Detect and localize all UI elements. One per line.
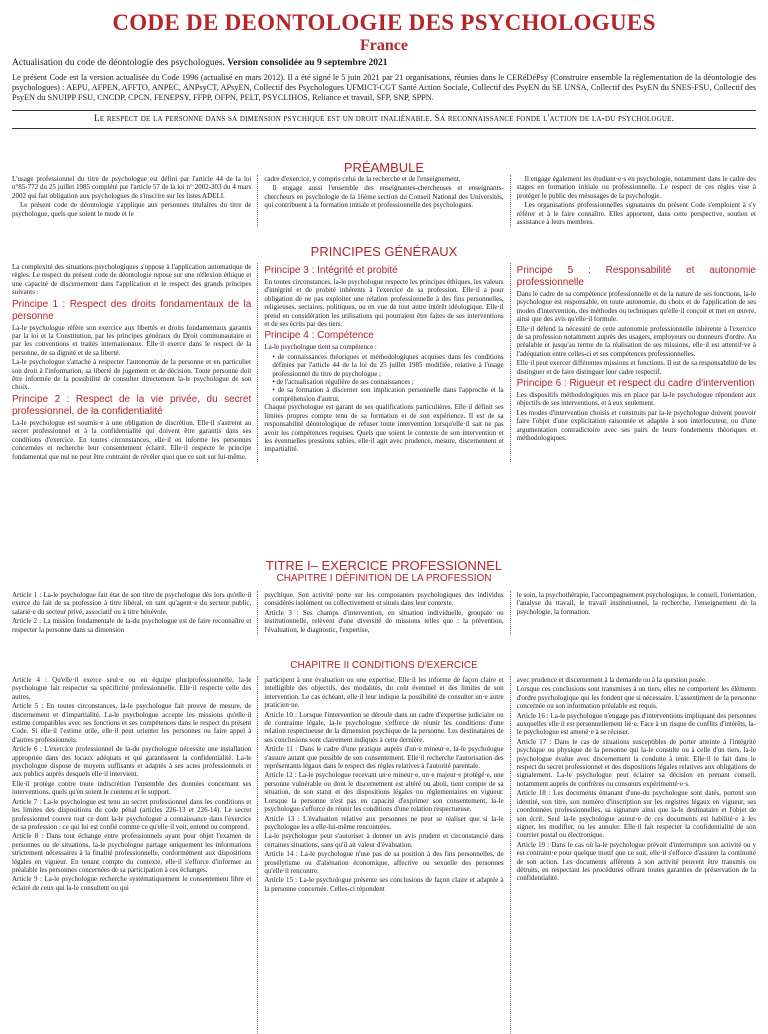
- paragraph: avec prudence et discernement à la demande ou à la question posée.: [516, 676, 707, 684]
- update-line: [12, 58, 756, 69]
- update-prefix: Actualisation du code de déontologie des psychologues.: [12, 58, 228, 68]
- paragraph: Article 7 : La-le psychologue est tenu au secret professionnel dans les conditions et les limites des dispositions du code pénal (articles 226-13 et 226-14). Le secret professionnel couvre tout ce dont la-le psychologue a connaissance dans l'exercice de sa profession : ce qui lui est confié comme ce qu'elle·il voit, entend ou comprend.: [12, 797, 252, 831]
- paragraph: cadre d'exercice, y compris celui de la recherche et de l'enseignement.: [264, 175, 461, 183]
- principle-5-title: Principe 5 : Responsabilité et autonomie professionnelle: [516, 265, 756, 288]
- paragraph: Article 12 : La-le psychologue recevant un·e mineur·e, un·e majeur·e protégé·e, une personne vulnérable ou dont le discernement est altéré ou aboli, tient compte de sa situation, de son statut et des dispositions légales ou réglementaires en vigueur. Lorsque la personne n'est pas en capacité d'exprimer son consentement, la-le psychologue s'efforce de réunir les conditions d'une relation respectueuse.: [264, 771, 504, 814]
- paragraph: L'usage professionnel du titre de psychologue est défini par l'article 44 de la loi n°85-772 du 25 juillet 1985 complété par l'article 57 de la loi n° 2002-303 du 4 mars 2002 qui fait obligation aux psychologues de s'inscrire sur les listes ADELI.: [12, 175, 252, 200]
- paragraph: Article 18 : Les documents émanant d'une-du psychologue sont datés, portent son identité, son titre, son numéro d'inscription sur les registres légaux en vigueur, ses coordonnées professionnelles, sa signature ainsi que la-le destinataire et l'objet de son écrit. Seul la-le psychologue auteur·e de ces documents est habilité·e à les signer, les modifier, ou les annuler. Elle·il fait respecter la confidentialité de son courrier postal ou électronique.: [516, 789, 756, 840]
- preambule-section: [12, 160, 756, 227]
- paragraph: Elle·il défend la nécessité de cette autonomie professionnelle inhérente à l'exercice de sa profession notamment auprès des usagers, employeurs ou donneurs d'ordre. Au préalable et jusqu'au terme de la réalisation de ses missions, elle·il est attentif·ve à l'adéquation entre celles-ci et ses compétences professionnelles.: [516, 324, 756, 358]
- intro-paragraph: Le présent Code est la version actualisée du Code 1996 (actualisé en mars 2012). Il a été signé le 5 juin 2021 par 21 organisations, réunies dans le CERéDéPsy (Construire ensemble la réglementation de la déontologie des psychologues) : AEPU, AFPEN, AFFTO, ANPEC, ANPsyCT, APsyEN, Collectif des Psychologues UFMICT-CGT Santé Action Sociale, Collectif des PsyEN du SE UNSA, Collectif des PsyEN du SNES-FSU, Collectif des PsyEN du SNUIPP FSU, CNCDP, CPCN, FENEPSY, FFPP, OFPN, PELT, PSYCLIHOS, Reliance et travail, SFP, SNP, SPPN.: [12, 73, 756, 102]
- document-title: CODE DE DEONTOLOGIE DES PSYCHOLOGUES: [112, 10, 656, 35]
- chapter-2-section: [12, 660, 756, 1034]
- titre-1-section: [12, 558, 756, 635]
- paragraph: Les organisations professionnelles signataires du présent Code s'emploient à s'y référer et à le faire connaître. Elles apportent, dans cette perspective, soutien et assistance à leurs membres.: [516, 201, 756, 227]
- principle-1-title: Principe 1 : Respect des droits fondamentaux de la personne: [12, 298, 252, 322]
- principle-2-title: Principe 2 : Respect de la vie privée, du secret professionnel, de la confidentialité: [12, 393, 252, 417]
- titre-1-title: TITRE I– EXERCICE PROFESSIONNEL: [265, 558, 503, 573]
- paragraph: Il engage également les étudiant·e·s en psychologie, notamment dans le cadre des stages en formation initiale ou professionnelle. Le respect de ces règles vise à protéger le public des mésusages de la psychologie.: [516, 175, 756, 200]
- competence-list: [264, 353, 503, 403]
- paragraph: Chaque psychologue est garant de ses qualifications particulières. Elle·il définit ses limites propres compte tenu de sa formation et de son expérience. Il est de sa responsabilité déontologique de refuser toute intervention lorsqu'elle·il sait ne pas avoir les compétences requises. Quels que soient le contexte de son intervention et les éventuelles pressions subies, elle·il agit avec prudence, mesure, discernement et impartialité.: [264, 403, 504, 454]
- paragraph: Article 13 : L'évaluation relative aux personnes ne peut se réaliser que si la-le psychologue les a elle-lui-même rencontrées.: [264, 814, 504, 831]
- chapter-2-title: CHAPITRE II CONDITIONS D'EXERCICE: [290, 660, 478, 671]
- preambule-title: PRÉAMBULE: [343, 160, 425, 175]
- paragraph: Article 8 : Dans tout échange entre professionnels ayant pour objet l'examen de personnes ou de situations, la-le psychologue partage uniquement les informations strictement nécessaires à la finalité professionnelle, conformément aux dispositions légales en vigueur. En tenant compte du contexte, elle·il s'efforce d'informer au préalable les personnes concernées de sa participation à ces échanges.: [12, 832, 252, 874]
- paragraph: Article 3 : Ses champs d'intervention, en situation individuelle, groupale ou institutionnelle, relèvent d'une diversité de missions telles que : la prévention, l'évaluation, le diagnostic, l'expertise,: [264, 608, 504, 634]
- chapter-1-col-1: [12, 591, 251, 635]
- paragraph: Article 15 : La-le psychologue présente ses conclusions de façon claire et adaptée à la personne concernée. Celles-ci répondent: [264, 876, 504, 893]
- paragraph: le soin, la psychothérapie, l'accompagnement psychologique, le conseil, l'orientation, l'analyse du travail, le travail institutionnel, la recherche, l'enseignement de la psychologie, la formation.: [516, 591, 756, 616]
- paragraph: Article 9 : La-le psychologue recherche systématiquement le consentement libre et éclairé de ceux qui la-le consultent ou qui: [12, 875, 252, 892]
- paragraph: La complexité des situations psychologiques s'oppose à l'application automatique de règles. Le respect du présent code de déontologie repose sur une réflexion éthique et une capacité de discernement dans l'application et le respect des grands principes suivants :: [12, 263, 252, 297]
- principes-col-3: [510, 263, 756, 462]
- list-item: • de connaissances théoriques et méthodologiques acquises dans les conditions définies par l'article 44 de la loi du 25 juillet 1985 modifiée, relative à l'usage professionnel du titre de psychologue ;: [272, 353, 503, 378]
- principes-col-2: [257, 263, 503, 462]
- paragraph: La-le psychologue est soumis·e à une obligation de discrétion. Elle·il s'astreint au secret professionnel et à la confidentialité qui doivent être garantis dans ses conditions d'exercice. En toutes circonstances, elle·il en informe les personnes concernées et recherche leur consentement éclairé. Elle·il respecte le principe fondamental que nul ne peut être contraint de révéler quoi que ce soit sur lui-même.: [12, 418, 252, 461]
- paragraph: participent à une évaluation ou une expertise. Elle·il les informe de façon claire et intelligible des objectifs, des modalités, du coût éventuel et des limites de son intervention. Le cas échéant, elle·il leur indique la possibilité de consulter un·e autre praticien·ne.: [264, 676, 504, 710]
- chapter-1-col-2: [257, 591, 503, 635]
- chapter-2-col-1: [12, 676, 251, 1034]
- paragraph: psychique. Son activité porte sur les composantes psychologiques des individus considérés isolément ou collectivement et situés dans leur contexte.: [264, 591, 504, 608]
- paragraph: Il engage aussi l'ensemble des enseignantes-chercheuses et enseignants-chercheurs en psychologie de la 16ème section du Conseil National des Universités, qui contribuent à la formation initiale et professionnelle des psychologues.: [264, 184, 504, 210]
- principle-4-title: Principe 4 : Compétence: [264, 330, 374, 342]
- chapter-1-col-3: [510, 591, 756, 635]
- paragraph: Les dispositifs méthodologiques mis en place par la-le psychologue répondent aux objectifs de ses interventions, et à eux seulement.: [516, 391, 756, 408]
- paragraph: Article 10 : Lorsque l'intervention se déroule dans un cadre d'expertise judiciaire ou de contrainte légale, la-le psychologue s'efforce de réunir les conditions d'une relation respectueuse de la dimension psychique de la personne. Les destinataires de ses conclusions sont clairement indiqués à cette dernière.: [264, 710, 504, 744]
- paragraph: Article 1 : La-le psychologue fait état de son titre de psychologue dès lors qu'elle·il exerce du fait de sa profession à titre libéral, en tant qu'agent·e du secteur public, salarié·e du secteur privé, associatif ou à titre bénévole.: [12, 591, 252, 616]
- preambule-col-2: [257, 175, 503, 227]
- paragraph: La-le psychologue s'attache à respecter l'autonomie de la personne et en particulier son droit à l'information, sa liberté de jugement et de décision. Toute personne doit être informée de la possibilité de consulter directement la-le psychologue de son choix.: [12, 358, 252, 392]
- paragraph: Article 14 : La-le psychologue n'use pas de sa position à des fins personnelles, de prosélytisme ou d'aliénation économique, affective ou sexuelle des personnes qu'elle·il rencontre.: [264, 850, 504, 875]
- paragraph: La-le psychologue peut s'autoriser à donner un avis prudent et circonstancié dans certaines situations, sans qu'il ait valeur d'évaluation.: [264, 832, 504, 849]
- principle-6-title: Principe 6 : Rigueur et respect du cadre d'intervention: [516, 378, 755, 390]
- principes-section: [12, 244, 756, 462]
- paragraph: Les modes d'intervention choisis et construits par la-le psychologue doivent pouvoir faire l'objet d'une explicitation raisonnée et adaptée à son interlocuteur, ou d'une argumentation contradictoire avec ses pairs de leurs fondements théoriques et méthodologiques.: [516, 408, 756, 443]
- principes-title: PRINCIPES GÉNÉRAUX: [310, 244, 458, 259]
- principle-3-title: Principe 3 : Intégrité et probité: [264, 265, 398, 276]
- paragraph: Elle·il peut exercer différentes missions et fonctions. Il est de sa responsabilité de les distinguer et de faire distinguer leur cadre respectif.: [516, 359, 756, 376]
- document-subtitle: France: [360, 37, 408, 54]
- principes-col-1: [12, 263, 251, 462]
- paragraph: Article 17 : Dans le cas de situations susceptibles de porter atteinte à l'intégrité psychique ou physique de la personne qui la-le consulte ou à celle d'un tiers, la-le psychologue évalue avec discernement la conduite à tenir. Elle·il le fait dans le respect du secret professionnel et des dispositions légales relatives aux obligations de signalement. La-le psychologue peut éclairer sa décision en prenant conseil, notamment auprès de confrères ou consœurs expérimenté·e·s.: [516, 737, 756, 788]
- paragraph: Article 4 : Qu'elle·il exerce seul·e ou en équipe pluriprofessionnelle, la-le psychologue fait respecter sa spécificité professionnelle. Elle·il respecte celle des autres.: [12, 676, 252, 701]
- paragraph: Le présent code de déontologie s'applique aux personnes titulaires du titre de psychologue, quels que soient le mode et le: [12, 201, 252, 218]
- document-page: [0, 10, 768, 1034]
- chapter-2-col-3: [510, 676, 756, 1034]
- paragraph: Article 5 : En toutes circonstances, la-le psychologue fait preuve de mesure, de discernement et d'impartialité. La-le psychologue accepte les missions qu'elle·il estime compatibles avec ses fonctions et ses compétences dans le respect du présent Code. Si elle·il l'estime utile, elle·il peut orienter les personnes ou faire appel à d'autres professionnels.: [12, 702, 252, 744]
- update-version: Version consolidée au 9 septembre 2021: [227, 58, 388, 68]
- preambule-col-1: [12, 175, 251, 227]
- preambule-col-3: [510, 175, 756, 227]
- paragraph: Lorsque ces conclusions sont transmises à un tiers, elles ne comportent les éléments d'ordre psychologique qui les fondent que si nécessaire. L'assentiment de la personne concernée ou son information préalable est requis.: [516, 685, 756, 711]
- paragraph: En toutes circonstances, la-le psychologue respecte les principes éthiques, les valeurs d'intégrité et de probité inhérents à l'exercice de sa profession. Elle·il a pour obligation de ne pas exploiter une relation professionnelle à des fins personnelles, religieuses, sectaires, politiques, ou en vue de tout autre intérêt idéologique. Elle·il prend en considération les utilisations qui pourraient être faites de ses interventions et de ses écrits par des tiers.: [264, 278, 504, 329]
- paragraph: Dans le cadre de sa compétence professionnelle et de la nature de ses fonctions, la-le psychologue est responsable, en toute autonomie, du choix et de l'application de ses modes d'intervention, des méthodes ou techniques qu'elle·il conçoit et met en œuvre, ainsi que des avis qu'elle·il formule.: [516, 290, 756, 324]
- chapter-2-col-2: [257, 676, 503, 1034]
- paragraph: Article 16 : La-le psychologue n'engage pas d'interventions impliquant des personnes auxquelles elle·il est personnellement lié·e. Face à un risque de conflits d'intérêts, la-le psychologue est amené·e à se récuser.: [516, 711, 756, 737]
- list-item: • de l'actualisation régulière de ses connaissances ;: [272, 378, 503, 386]
- principle-banner: Le respect de la personne dans sa dimension psychique est un droit inaliénable. Sa reconnaissance fonde l'action de la-du psychologue.: [12, 110, 756, 129]
- paragraph: Article 2 : La mission fondamentale de la-du psychologue est de faire reconnaître et respecter la personne dans sa dimension: [12, 617, 252, 634]
- paragraph: La-le psychologue tient sa compétence :: [264, 343, 377, 352]
- paragraph: Elle·il protège contre toute indiscrétion l'ensemble des données concernant ses interventions, quels qu'en soient le contenu et le support.: [12, 779, 252, 797]
- paragraph: La-le psychologue réfère son exercice aux libertés et droits fondamentaux garantis par la loi et la Constitution, par les principes généraux du Droit communautaire et par les conventions et traités internationaux. Elle·il exerce dans le respect de la personne, de sa dignité et de sa liberté.: [12, 323, 252, 357]
- list-item: • de sa formation à discerner son implication personnelle dans l'approche et la compréhension d'autrui.: [272, 386, 503, 403]
- chapter-1-title: CHAPITRE I DÉFINITION DE LA PROFESSION: [276, 573, 492, 584]
- paragraph: Article 11 : Dans le cadre d'une pratique auprès d'un·e mineur·e, la-le psychologue s'assure autant que possible de son consentement. Elle·il recherche l'autorisation des représentants légaux dans le respect des règles relatives à l'autorité parentale.: [264, 745, 504, 771]
- paragraph: Article 19 : Dans le cas où la-le psychologue prévoit d'interrompre son activité ou y est contraint·e pour quelque motif que ce soit, elle·il s'efforce d'assurer la continuité de son action. Les documents afférents à son activité peuvent être transmis ou détruits, en respectant les procédures offrant toutes garanties de préservation de la confidentialité.: [516, 840, 756, 883]
- paragraph: Article 6 : L'exercice professionnel de la-du psychologue nécessite une installation appropriée dans des locaux adéquats et qui garantissent la confidentialité. La-le psychologue dispose de moyens suffisants et adaptés à ses actes professionnels et aux publics auprès desquels elle·il intervient.: [12, 745, 252, 779]
